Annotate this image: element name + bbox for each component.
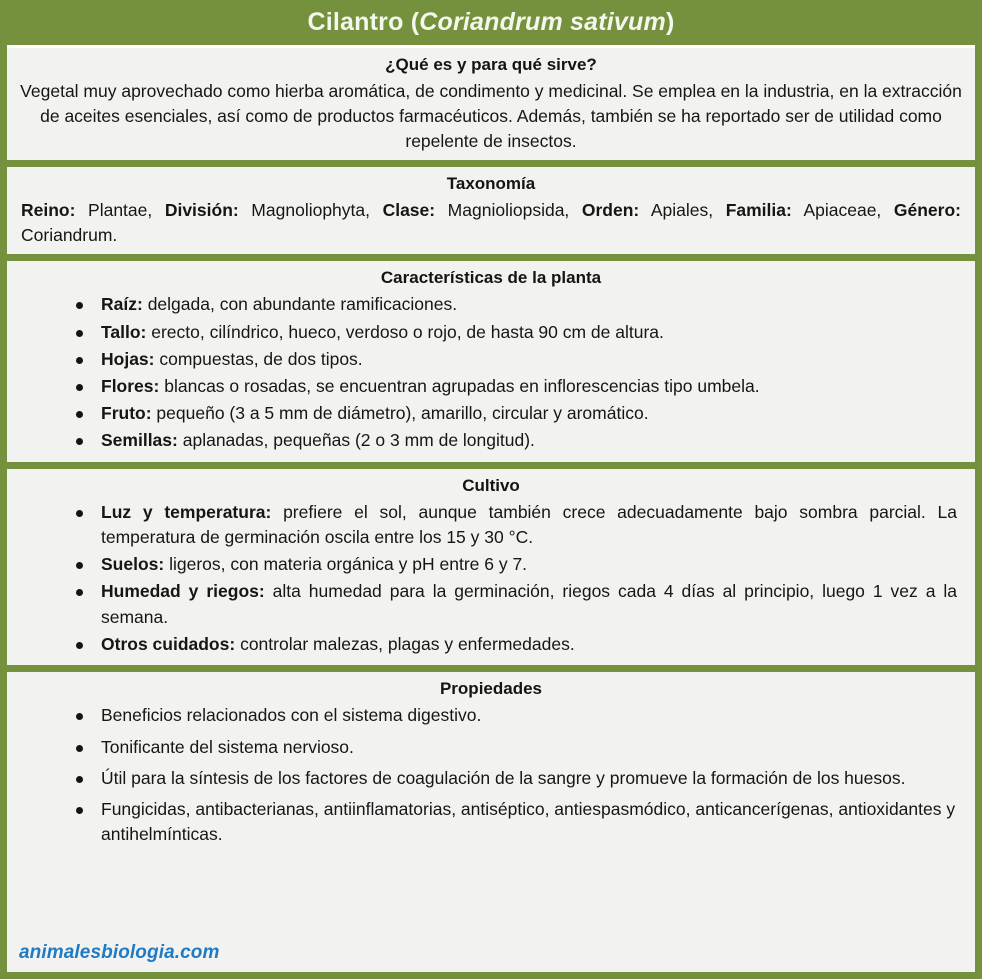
characteristic-item — [19, 401, 963, 426]
cultivation-item-label: Otros cuidados: — [101, 633, 236, 654]
taxonomy-rank-value: Magnoliophyta, — [238, 200, 383, 221]
property-item — [19, 703, 963, 728]
cultivation-list — [19, 500, 963, 657]
characteristic-item — [19, 292, 963, 317]
characteristic-item-label: Tallo: — [101, 321, 147, 342]
characteristic-item-label: Hojas: — [101, 348, 155, 369]
cultivation-item — [19, 552, 963, 577]
characteristic-item-text: erecto, cilíndrico, hueco, verdoso o rojo, de hasta 90 cm de altura. — [151, 321, 664, 342]
taxonomy-rank-value: Plantae, — [75, 200, 165, 221]
characteristic-item-label: Raíz: — [101, 294, 143, 315]
property-item — [19, 797, 963, 847]
property-item-text: Tonificante del sistema nervioso. — [101, 736, 354, 757]
cultivation-item-label: Humedad y riegos: — [101, 581, 265, 602]
section-heading-cultivation: Cultivo — [462, 475, 520, 495]
cultivation-item — [19, 632, 963, 657]
characteristic-item — [19, 320, 963, 345]
section-heading-properties: Propiedades — [439, 679, 543, 699]
property-item-text: Útil para la síntesis de los factores de coagulación de la sangre y promueve la formación de los huesos. — [101, 767, 906, 788]
cultivation-item-text: ligeros, con materia orgánica y pH entre 6 y 7. — [169, 554, 528, 575]
taxonomy-rank-label: Orden: — [581, 200, 640, 221]
cultivation-item — [19, 500, 963, 550]
section-heading-taxonomy: Taxonomía — [446, 173, 536, 193]
section-taxonomy — [7, 167, 975, 261]
cultivation-item-text: controlar malezas, plagas y enfermedades. — [240, 633, 575, 654]
characteristics-list — [19, 292, 963, 453]
site-watermark: animalesbiologia.com — [19, 942, 220, 963]
characteristic-item-text: blancas o rosadas, se encuentran agrupadas en inflorescencias tipo umbela. — [164, 375, 760, 396]
properties-list — [19, 703, 963, 847]
what-is-it-body: Vegetal muy aprovechado como hierba aromática, de condimento y medicinal. Se emplea en la industria, en la extracción de aceites esenciales, así como de productos farmacéuticos. Además, también se ha reportado ser de utilidad como repelente de insectos. — [20, 81, 962, 152]
characteristic-item — [19, 428, 963, 453]
page-title — [308, 8, 675, 37]
section-characteristics — [7, 261, 975, 469]
cultivation-item-label: Luz y temperatura: — [101, 501, 272, 522]
cultivation-item-text: alta humedad para la germinación, riegos cada 4 días al principio, luego 1 vez a la semana. — [101, 581, 957, 627]
title-closing-paren: ) — [665, 8, 675, 36]
characteristic-item-text: delgada, con abundante ramificaciones. — [147, 294, 458, 315]
section-properties — [7, 672, 975, 972]
card-title-bar — [7, 0, 975, 48]
property-item — [19, 766, 963, 791]
taxonomy-rank-label: Género: — [893, 200, 961, 221]
taxonomy-rank-label: Reino: — [21, 200, 76, 221]
taxonomy-rank-value: Apiales, — [639, 200, 726, 221]
title-common-name: Cilantro ( — [307, 8, 420, 36]
characteristic-item-text: pequeño (3 a 5 mm de diámetro), amarillo, circular y aromático. — [156, 403, 649, 424]
taxonomy-rank-label: Clase: — [382, 200, 436, 221]
cultivation-item — [19, 579, 963, 629]
cultivation-item-text: prefiere el sol, aunque también crece adecuadamente bajo sombra parcial. La temperatura de germinación oscila entre los 15 y 30 °C. — [101, 501, 957, 548]
taxonomy-rank-value: Apiaceae, — [791, 200, 894, 221]
section-heading-characteristics: Características de la planta — [380, 268, 602, 287]
characteristic-item-text: compuestas, de dos tipos. — [159, 348, 363, 369]
taxonomy-rank-value: Magnioliopsida, — [435, 200, 582, 221]
taxonomy-rank-value: Coriandrum. — [21, 225, 118, 246]
section-heading-what-is-it: ¿Qué es y para qué sirve? — [385, 55, 597, 74]
section-cultivation — [7, 469, 975, 673]
property-item-text: Beneficios relacionados con el sistema digestivo. — [101, 705, 482, 726]
section-what-is-it — [7, 48, 975, 167]
characteristic-item — [19, 347, 963, 372]
characteristic-item-label: Flores: — [101, 375, 160, 396]
characteristic-item-label: Semillas: — [101, 430, 178, 451]
taxonomy-ranks-line — [21, 198, 961, 248]
taxonomy-rank-label: Familia: — [725, 200, 792, 221]
property-item — [19, 735, 963, 760]
characteristic-item-text: aplanadas, pequeñas (2 o 3 mm de longitud). — [182, 430, 535, 451]
title-scientific-name: Coriandrum sativum — [419, 8, 666, 36]
characteristic-item-label: Fruto: — [101, 403, 152, 424]
taxonomy-rank-label: División: — [164, 200, 239, 221]
property-item-text: Fungicidas, antibacterianas, antiinflamatorias, antiséptico, antiespasmódico, anticancerígenas, antioxidantes y antihelmínticas. — [101, 798, 956, 845]
cultivation-item-label: Suelos: — [101, 554, 165, 575]
characteristic-item — [19, 374, 963, 399]
